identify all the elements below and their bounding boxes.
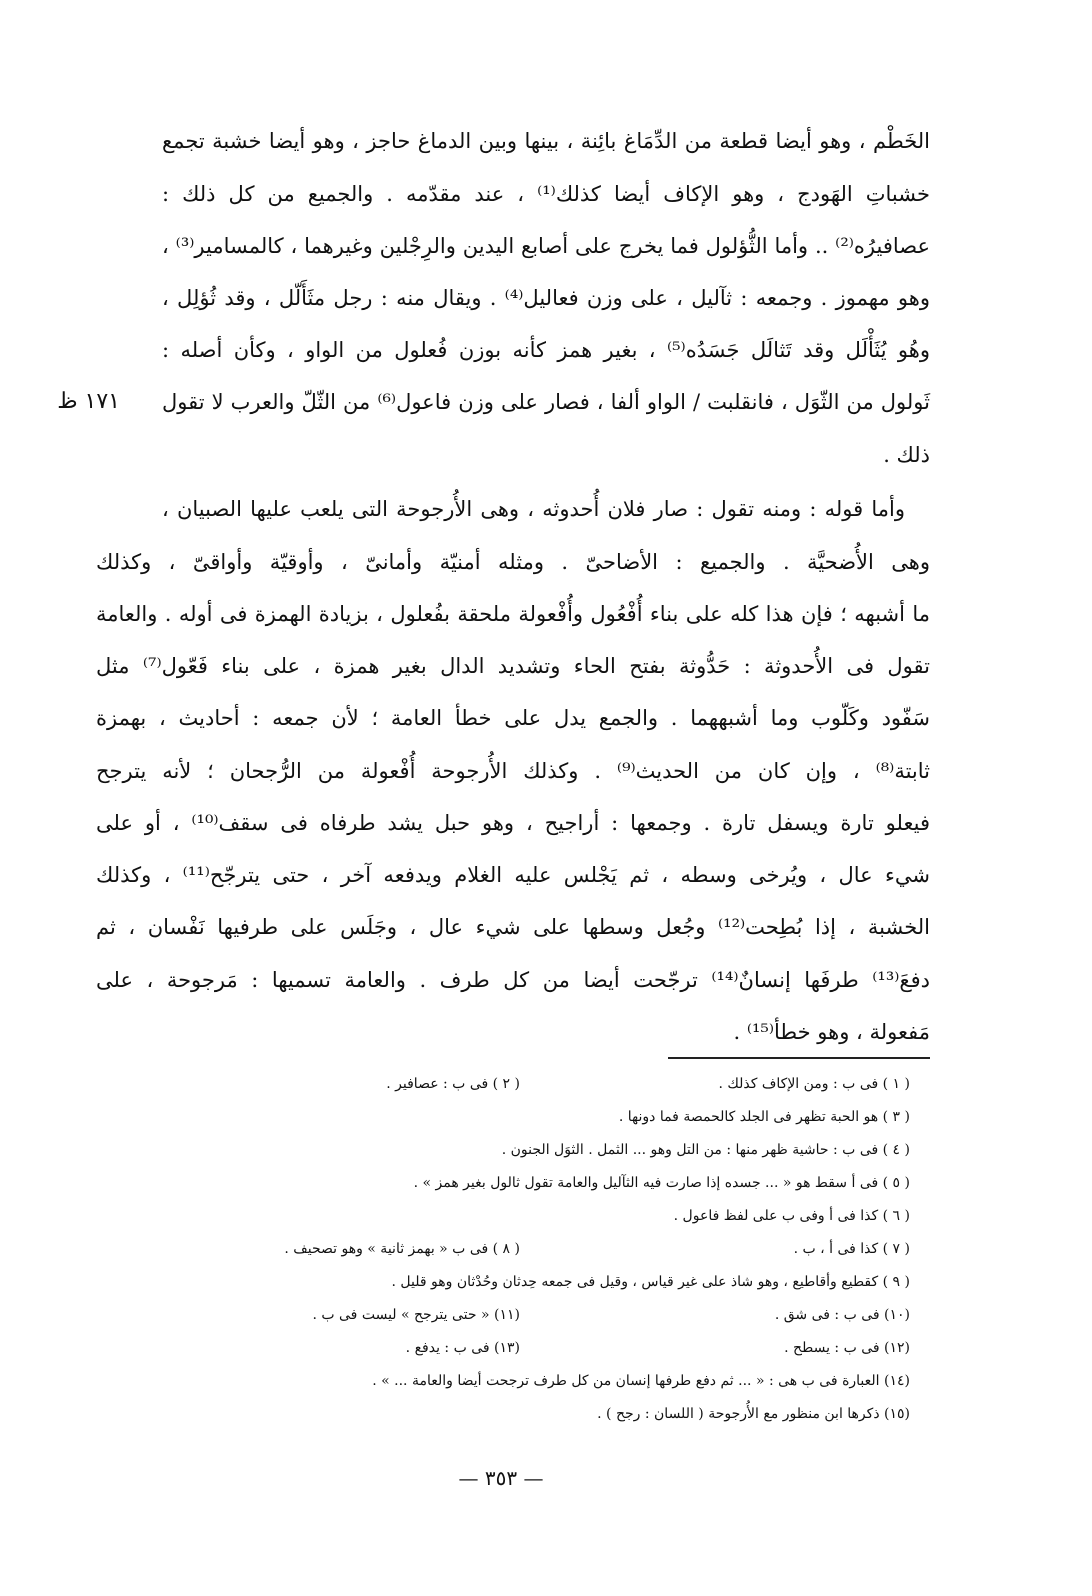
body-line: تقول فى الأُحدوثة : حَدُّوثة بفتح الحاء وتشديد الدال بغير همزة ، على بناء فَعّول⁽⁷⁾ مثل (96, 654, 930, 678)
body-line: ذلك . (883, 443, 930, 467)
body-line: وهى الأُضحيَّة . والجميع : الأضاحىّ . ومثله أمنيّة وأمانىّ ، وأوقيّة وأواقىّ ، وكذلك (96, 550, 930, 574)
body-line: ثَولول من الثّوَل ، فانقلبت / الواو ألفا ، فصار على وزن فاعول⁽⁶⁾ من الثّلّ والعرب لا تقول (162, 390, 931, 414)
footnote: ( ٣ ) هو الحبة تظهر فى الجلد كالحمصة فما دونها . (618, 1109, 910, 1125)
footnote: ( ٥ ) فى أ سقط هو « ... جسده إذا صارت فيه الثآليل والعامة تقول ثالول بغير همز » . (413, 1175, 910, 1191)
body-line: فيعلو تارة ويسفل تارة . وجمعها : أراجيح ، وهو حبل يشد طرفاه فى سقف⁽¹⁰⁾ ، أو على (96, 811, 930, 835)
footnote: ( ١ ) فى ب : ومن الإكاف كذلك . (718, 1076, 910, 1092)
body-line: ما أشبهه ؛ فإن هذا كله على بناء أُفْعُول وأُفْعولة ملحقة بفُعلول ، بزيادة الهمزة فى أوله . والعامة (96, 602, 930, 626)
footnote: (١٥) ذكرها ابن منظور مع الأُرجوحة ( اللسان : رجح ) . (597, 1406, 910, 1422)
footnote: (١١) « حتى يترجح » ليست فى ب . (312, 1307, 520, 1323)
body-line: عصافيرُه⁽²⁾ .. وأما الثُّؤلول فما يخرج على أصابع اليدين والرِجْلين وغيرهما ، كالمسامير⁽³⁾ ، (162, 234, 930, 258)
body-line: شيء عال ، ويُرخى وسطه ، ثم يَجْلس عليه الغلام ويدفعه آخر ، حتى يترجّح⁽¹¹⁾ ، وكذلك (96, 863, 930, 887)
footnote: ( ٧ ) كذا فى أ ، ب . (793, 1241, 910, 1257)
body-line: الخَطْم ، وهو أيضا قطعة من الدِّمَاغ بائِنة ، بينها وبين الدماغ حاجز ، وهو أيضا خشبة تجمع (162, 129, 930, 153)
footnote: (١٢) فى ب : يسطح . (784, 1340, 910, 1356)
body-line: وهو مهموز . وجمعه : ثآليل ، على وزن فعاليل⁽⁴⁾ . ويقال منه : رجل مثَأَلّل ، وقد ثُؤلِل ، (162, 286, 930, 310)
footnote: (١٣) فى ب : يدفع . (405, 1340, 520, 1356)
body-line: وأما قوله : ومنه تقول : صار فلان أُحدوثه ، وهى الأُرجوحة التى يلعب عليها الصبيان ، (162, 497, 905, 521)
body-line: سَفّود وكَلّوب وما أشبههما . والجمع يدل على خطأ العامة ؛ لأن جمعه : أحاديث ، بهمزة (96, 706, 930, 730)
body-line: دفعَ⁽¹³⁾ طرفَها إنسانٌ⁽¹⁴⁾ ترجّحت أيضا من كل طرف . والعامة تسميها : مَرجوحة ، على (96, 968, 930, 992)
page-number: — ٣٥٣ — (458, 1466, 544, 1490)
footnote: ( ٦ ) كذا فى أ وفى ب على لفظ فاعول . (673, 1208, 910, 1224)
footnote: (١٠) فى ب : فى شق . (774, 1307, 910, 1323)
footnote-separator (668, 1057, 930, 1059)
body-line: خشباتِ الهَودج ، وهو الإكاف أيضا كذلك⁽¹⁾ ، عند مقدّمه . والجميع من كل ذلك : (162, 182, 930, 206)
body-line: مَفعولة ، وهو خطأ⁽¹⁵⁾ . (733, 1020, 930, 1044)
body-line: ثابتة⁽⁸⁾ ، وإن كان من الحديث⁽⁹⁾ . وكذلك الأُرجوحة أُفْعولة من الرُّجحان ؛ لأنه يترجح (96, 759, 930, 783)
footnote: ( ٩ ) كقطيع وأقاطيع ، وهو شاذ على غير قياس ، وقيل فى جمعه حِدثان وحُدْثان وهو قليل . (391, 1274, 910, 1290)
footnote: ( ٨ ) فى ب « بهمز ثانية » وهو تصحيف . (284, 1241, 520, 1257)
footnote: ( ٤ ) فى ب : حاشية ظهر منها : من التل وهو ... الثمل . الثوَل الجنون . (501, 1142, 910, 1158)
body-line: وهُو يُثَأْلَل وقد تَثالَل جَسَدُه⁽⁵⁾ ، بغير همز كأنه بوزن فُعلول من الواو ، وكأن أصله : (162, 338, 930, 362)
margin-folio-note: ١٧١ ظ (57, 389, 120, 414)
body-line: الخشبة ، إذا بُطِحت⁽¹²⁾ وجُعل وسطها على شيء عال ، وجَلَس على طرفيها نَفْسان ، ثم (96, 915, 930, 939)
footnote: (١٤) العبارة فى ب هى : « ... ثم دفع طرفها إنسان من كل طرف ترجحت أيضا والعامة ... » . (372, 1373, 910, 1389)
footnote: ( ٢ ) فى ب : عصافير . (386, 1076, 520, 1092)
